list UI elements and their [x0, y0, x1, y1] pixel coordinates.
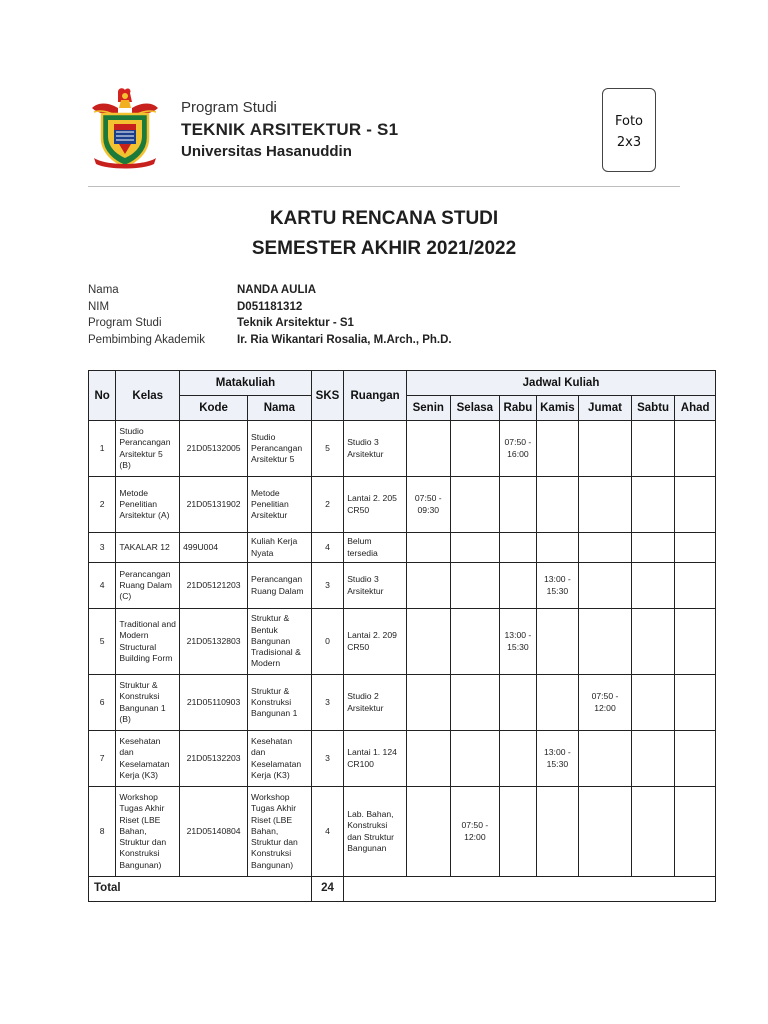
table-row — [89, 533, 716, 563]
total-sks: 24 — [311, 877, 343, 902]
cell-senin — [407, 787, 451, 877]
cell-ruangan: Lantai 2. 205 CR50 — [344, 477, 407, 533]
cell-nama: Struktur & Bentuk Bangunan Tradisional & Modern — [248, 609, 312, 675]
info-value: NANDA AULIA — [237, 284, 317, 296]
cell-kode: 21D05121203 — [180, 563, 248, 609]
cell-kelas: Kesehatan dan Keselamatan Kerja (K3) — [116, 731, 180, 787]
cell-no: 8 — [89, 787, 116, 877]
col-header-sabtu: Sabtu — [631, 396, 675, 421]
cell-kelas: Workshop Tugas Akhir Riset (LBE Bahan, Struktur dan Konstruksi Bangunan) — [116, 787, 180, 877]
cell-no: 1 — [89, 421, 116, 477]
cell-no: 3 — [89, 533, 116, 563]
cell-rabu — [500, 563, 536, 609]
col-header-rabu: Rabu — [500, 396, 536, 421]
info-row-advisor — [88, 334, 680, 351]
cell-senin — [407, 675, 451, 731]
cell-ahad — [675, 563, 716, 609]
header-divider — [88, 186, 680, 187]
cell-no: 7 — [89, 731, 116, 787]
cell-jumat — [579, 421, 632, 477]
table-row — [89, 477, 716, 533]
cell-kode: 21D05140804 — [180, 787, 248, 877]
info-value: Ir. Ria Wikantari Rosalia, M.Arch., Ph.D. — [237, 333, 452, 346]
cell-kamis — [536, 675, 579, 731]
cell-senin — [407, 563, 451, 609]
col-header-nama: Nama — [248, 396, 312, 421]
cell-ruangan: Belum tersedia — [344, 533, 407, 563]
info-value: Teknik Arsitektur - S1 — [237, 317, 354, 329]
cell-kode: 21D05132803 — [180, 609, 248, 675]
table-row — [89, 675, 716, 731]
col-header-kode: Kode — [180, 396, 248, 421]
info-value: D051181312 — [237, 300, 303, 313]
cell-rabu — [500, 477, 536, 533]
cell-kode: 21D05132005 — [180, 421, 248, 477]
cell-kamis — [536, 477, 579, 533]
cell-sks: 4 — [311, 533, 343, 563]
cell-sabtu — [631, 787, 675, 877]
cell-ahad — [675, 477, 716, 533]
col-header-kamis: Kamis — [536, 396, 579, 421]
cell-sabtu — [631, 675, 675, 731]
total-empty — [344, 877, 716, 902]
cell-jumat — [579, 477, 632, 533]
cell-ruangan: Studio 2 Arsitektur — [344, 675, 407, 731]
cell-nama: Kuliah Kerja Nyata — [248, 533, 312, 563]
cell-ahad — [675, 533, 716, 563]
document-title: KARTU RENCANA STUDI — [269, 208, 499, 229]
cell-kelas: Perancangan Ruang Dalam (C) — [116, 563, 180, 609]
cell-senin — [407, 609, 451, 675]
student-info — [88, 284, 680, 350]
table-header-row — [89, 371, 716, 396]
col-header-matakuliah: Matakuliah — [180, 371, 312, 396]
cell-kelas: Traditional and Modern Structural Building Form — [116, 609, 180, 675]
cell-ruangan: Studio 3 Arsitektur — [344, 563, 407, 609]
total-label: Total — [89, 877, 312, 902]
cell-jumat — [579, 787, 632, 877]
col-header-no: No — [89, 371, 116, 421]
table-row — [89, 787, 716, 877]
cell-kelas: TAKALAR 12 — [116, 533, 180, 563]
info-row-nim — [88, 301, 680, 318]
cell-nama: Metode Penelitian Arsitektur — [248, 477, 312, 533]
cell-sks: 3 — [311, 731, 343, 787]
cell-senin: 07:50 - 09:30 — [407, 477, 451, 533]
cell-no: 5 — [89, 609, 116, 675]
cell-ruangan: Lab. Bahan, Konstruksi dan Struktur Bangunan — [344, 787, 407, 877]
cell-jumat — [579, 533, 632, 563]
cell-kode: 21D05132203 — [180, 731, 248, 787]
cell-nama: Workshop Tugas Akhir Riset (LBE Bahan, Struktur dan Konstruksi Bangunan) — [248, 787, 312, 877]
cell-selasa — [450, 675, 500, 731]
cell-rabu — [500, 675, 536, 731]
cell-sabtu — [631, 533, 675, 563]
cell-ruangan: Lantai 1. 124 CR100 — [344, 731, 407, 787]
cell-jumat — [579, 609, 632, 675]
col-header-kelas: Kelas — [116, 371, 180, 421]
cell-kamis — [536, 787, 579, 877]
cell-rabu: 07:50 - 16:00 — [500, 421, 536, 477]
table-row — [89, 563, 716, 609]
cell-kamis — [536, 533, 579, 563]
cell-senin — [407, 421, 451, 477]
cell-kode: 499U004 — [180, 533, 248, 563]
cell-selasa — [450, 421, 500, 477]
cell-kamis — [536, 609, 579, 675]
cell-kamis: 13:00 - 15:30 — [536, 563, 579, 609]
cell-ahad — [675, 675, 716, 731]
university-logo — [88, 86, 162, 170]
cell-senin — [407, 731, 451, 787]
col-header-sks: SKS — [311, 371, 343, 421]
table-row — [89, 609, 716, 675]
cell-rabu — [500, 533, 536, 563]
cell-sks: 2 — [311, 477, 343, 533]
cell-jumat — [579, 563, 632, 609]
info-label: NIM — [88, 300, 110, 313]
cell-no: 4 — [89, 563, 116, 609]
university-emblem-icon — [88, 86, 162, 170]
cell-selasa: 07:50 - 12:00 — [450, 787, 500, 877]
cell-kode: 21D05110903 — [180, 675, 248, 731]
cell-sabtu — [631, 731, 675, 787]
cell-sks: 3 — [311, 675, 343, 731]
cell-ruangan: Lantai 2. 209 CR50 — [344, 609, 407, 675]
cell-sabtu — [631, 477, 675, 533]
cell-selasa — [450, 563, 500, 609]
cell-senin — [407, 533, 451, 563]
cell-sks: 3 — [311, 563, 343, 609]
col-header-selasa: Selasa — [450, 396, 500, 421]
info-row-program — [88, 317, 680, 334]
cell-kelas: Metode Penelitian Arsitektur (A) — [116, 477, 180, 533]
cell-kamis: 13:00 - 15:30 — [536, 731, 579, 787]
cell-rabu — [500, 731, 536, 787]
cell-rabu: 13:00 - 15:30 — [500, 609, 536, 675]
info-label: Program Studi — [88, 317, 162, 329]
cell-nama: Kesehatan dan Keselamatan Kerja (K3) — [248, 731, 312, 787]
program-label: Program Studi — [181, 99, 277, 116]
cell-kelas: Studio Perancangan Arsitektur 5 (B) — [116, 421, 180, 477]
cell-nama: Studio Perancangan Arsitektur 5 — [248, 421, 312, 477]
photo-label: Foto — [614, 114, 644, 129]
cell-ahad — [675, 787, 716, 877]
cell-jumat — [579, 731, 632, 787]
cell-sabtu — [631, 421, 675, 477]
table-row — [89, 731, 716, 787]
cell-jumat: 07:50 - 12:00 — [579, 675, 632, 731]
cell-selasa — [450, 731, 500, 787]
cell-ruangan: Studio 3 Arsitektur — [344, 421, 407, 477]
cell-sks: 4 — [311, 787, 343, 877]
cell-sks: 5 — [311, 421, 343, 477]
cell-kelas: Struktur & Konstruksi Bangunan 1 (B) — [116, 675, 180, 731]
university-name: Universitas Hasanuddin — [181, 143, 352, 160]
table-row — [89, 421, 716, 477]
cell-ahad — [675, 421, 716, 477]
col-header-ahad: Ahad — [675, 396, 716, 421]
cell-selasa — [450, 609, 500, 675]
col-header-jadwal: Jadwal Kuliah — [407, 371, 716, 396]
info-label: Pembimbing Akademik — [88, 333, 205, 346]
cell-nama: Perancangan Ruang Dalam — [248, 563, 312, 609]
photo-placeholder — [602, 88, 656, 172]
info-row-nama — [88, 284, 680, 301]
cell-sks: 0 — [311, 609, 343, 675]
cell-nama: Struktur & Konstruksi Bangunan 1 — [248, 675, 312, 731]
cell-rabu — [500, 787, 536, 877]
col-header-jumat: Jumat — [579, 396, 632, 421]
col-header-ruangan: Ruangan — [344, 371, 407, 421]
cell-sabtu — [631, 609, 675, 675]
total-row — [89, 877, 716, 902]
document-subtitle: SEMESTER AKHIR 2021/2022 — [251, 238, 517, 259]
page-header — [88, 86, 680, 186]
cell-kode: 21D05131902 — [180, 477, 248, 533]
info-label: Nama — [88, 284, 119, 296]
cell-ahad — [675, 731, 716, 787]
col-header-senin: Senin — [407, 396, 451, 421]
cell-ahad — [675, 609, 716, 675]
cell-kamis — [536, 421, 579, 477]
cell-no: 6 — [89, 675, 116, 731]
course-schedule-table — [88, 370, 716, 902]
cell-sabtu — [631, 563, 675, 609]
program-name: TEKNIK ARSITEKTUR - S1 — [181, 120, 399, 139]
photo-size: 2x3 — [616, 135, 642, 150]
cell-selasa — [450, 533, 500, 563]
cell-selasa — [450, 477, 500, 533]
cell-no: 2 — [89, 477, 116, 533]
